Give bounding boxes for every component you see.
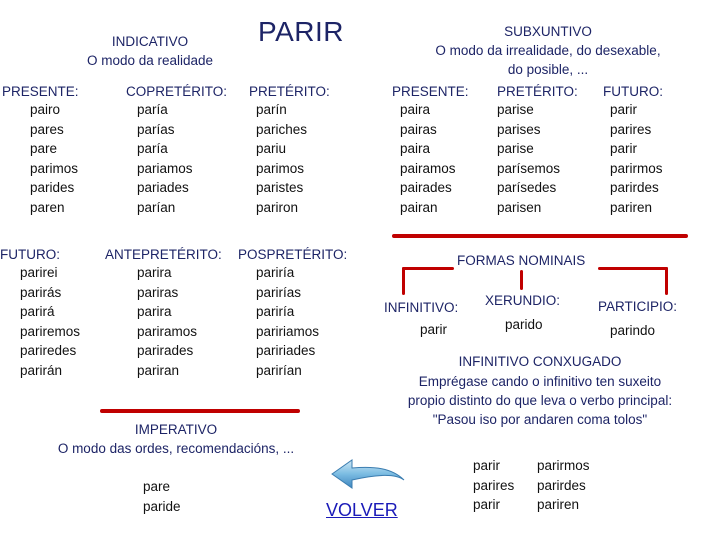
form: parín bbox=[256, 102, 287, 117]
presente-indicativo-forms bbox=[30, 100, 78, 217]
form: pariredes bbox=[20, 343, 77, 358]
infinitivo-form: parir bbox=[420, 322, 448, 337]
form: pariría bbox=[256, 265, 295, 280]
form: paride bbox=[143, 498, 181, 514]
form: pariren bbox=[537, 497, 580, 512]
pospreterito-header: POSPRETÉRITO: bbox=[238, 247, 348, 262]
copreterito-header: COPRETÉRITO: bbox=[126, 84, 228, 99]
antepreterito-forms bbox=[137, 263, 197, 380]
form: parirás bbox=[20, 284, 62, 300]
infinitivo-conxugado-label: INFINITIVO CONXUGADO bbox=[458, 354, 622, 369]
infinitivo-conxugado-text-2: propio distinto do que leva o verbo principal: bbox=[407, 393, 673, 408]
futuro-indicativo-forms bbox=[20, 263, 80, 380]
form: pairo bbox=[30, 102, 61, 117]
form: parísedes bbox=[497, 180, 557, 195]
form: pares bbox=[30, 121, 64, 137]
back-arrow-icon bbox=[326, 452, 412, 500]
form: pairas bbox=[400, 121, 437, 137]
divider-imperativo bbox=[100, 409, 300, 413]
indicativo-label: INDICATIVO bbox=[111, 34, 189, 49]
form: pariron bbox=[256, 199, 299, 215]
infinitivo-conxugado-example: "Pasou iso por andaren coma tolos" bbox=[432, 412, 648, 427]
back-button-label: VOLVER bbox=[326, 500, 398, 520]
divider-nominais-right bbox=[598, 267, 668, 270]
form: parísemos bbox=[497, 160, 561, 176]
form: paira bbox=[400, 102, 431, 117]
form: pairades bbox=[400, 180, 452, 195]
form: parides bbox=[30, 180, 75, 195]
form: pariría bbox=[256, 304, 295, 319]
infinitivo-conxugado-text-1: Emprégase cando o infinitivo ten suxeito bbox=[418, 374, 662, 389]
futuro-subxuntivo-header: FUTURO: bbox=[603, 84, 663, 99]
form: parise bbox=[497, 102, 534, 117]
form: paririades bbox=[256, 343, 316, 358]
preterito-indicativo-header: PRETÉRITO: bbox=[249, 84, 330, 99]
page-title: PARIR bbox=[258, 16, 344, 47]
back-button[interactable] bbox=[326, 452, 412, 524]
form: parir bbox=[610, 141, 638, 156]
form: parira bbox=[137, 304, 172, 319]
xerundio-header: XERUNDIO: bbox=[485, 293, 561, 308]
divider-nominais-right-drop bbox=[665, 267, 668, 295]
infinitivo-conxugado-col-2 bbox=[537, 456, 590, 515]
imperativo-forms bbox=[143, 477, 181, 516]
form: parisen bbox=[497, 199, 542, 215]
form: pariu bbox=[256, 141, 287, 156]
copreterito-forms bbox=[137, 100, 193, 217]
divider-subxuntivo bbox=[392, 234, 688, 238]
divider-nominais-left bbox=[402, 267, 454, 270]
form: pairan bbox=[400, 199, 438, 215]
form: pariren bbox=[610, 199, 653, 215]
form: pariades bbox=[137, 180, 189, 195]
formas-nominais-label: FORMAS NOMINAIS bbox=[457, 253, 586, 268]
xerundio-form: parido bbox=[505, 317, 543, 332]
form: parirmos bbox=[537, 458, 590, 473]
form: paririamos bbox=[256, 323, 320, 339]
form: parían bbox=[137, 199, 176, 215]
form: paristes bbox=[256, 180, 304, 195]
imperativo-subtitle: O modo das ordes, recomendacións, ... bbox=[57, 441, 295, 456]
form: pariremos bbox=[20, 323, 81, 339]
form: parimos bbox=[256, 160, 305, 176]
subxuntivo-label: SUBXUNTIVO bbox=[504, 24, 592, 39]
presente-indicativo-header: PRESENTE: bbox=[2, 84, 79, 99]
form: parires bbox=[610, 121, 652, 137]
form: paría bbox=[137, 102, 168, 117]
divider-nominais-left-drop bbox=[402, 267, 405, 295]
form: paría bbox=[137, 141, 168, 156]
form: paira bbox=[400, 141, 431, 156]
form: parise bbox=[497, 141, 534, 156]
form: parirías bbox=[256, 284, 302, 300]
pospreterito-forms bbox=[256, 263, 319, 380]
presente-subxuntivo-header: PRESENTE: bbox=[392, 84, 469, 99]
form: parirmos bbox=[610, 160, 663, 176]
preterito-subxuntivo-forms bbox=[497, 100, 560, 217]
form: parirán bbox=[20, 362, 63, 378]
infinitivo-header: INFINITIVO: bbox=[384, 300, 459, 315]
form: parirían bbox=[256, 362, 302, 378]
form: pariran bbox=[137, 362, 180, 378]
subxuntivo-subtitle-2: do posible, ... bbox=[507, 62, 589, 77]
preterito-indicativo-forms bbox=[256, 100, 307, 217]
form: parira bbox=[137, 265, 172, 280]
form: pairamos bbox=[400, 160, 456, 176]
futuro-indicativo-header: FUTURO: bbox=[0, 247, 60, 262]
participio-header: PARTICIPIO: bbox=[598, 299, 678, 314]
form: paren bbox=[30, 199, 65, 215]
infinitivo-conxugado-col-1 bbox=[473, 456, 514, 515]
indicativo-subtitle: O modo da realidade bbox=[86, 53, 214, 68]
form: pariamos bbox=[137, 160, 193, 176]
divider-nominais-mid-drop bbox=[520, 270, 523, 290]
form: parirades bbox=[137, 343, 194, 358]
form: pariras bbox=[137, 284, 179, 300]
form: parirá bbox=[20, 304, 55, 319]
presente-subxuntivo-forms bbox=[400, 100, 456, 217]
preterito-subxuntivo-header: PRETÉRITO: bbox=[497, 84, 578, 99]
form: pare bbox=[30, 141, 58, 156]
form: pariramos bbox=[137, 323, 198, 339]
form: parires bbox=[473, 477, 515, 493]
form: parimos bbox=[30, 160, 79, 176]
form: parir bbox=[610, 102, 638, 117]
form: parirei bbox=[20, 265, 58, 280]
antepreterito-header: ANTEPRETÉRITO: bbox=[105, 247, 222, 262]
form: parir bbox=[473, 458, 501, 473]
imperativo-label: IMPERATIVO bbox=[134, 422, 218, 437]
form: parirdes bbox=[537, 477, 586, 493]
futuro-subxuntivo-forms bbox=[610, 100, 663, 217]
form: pare bbox=[143, 479, 171, 494]
participio-form: parindo bbox=[610, 323, 656, 338]
form: parías bbox=[137, 121, 175, 137]
form: parirdes bbox=[610, 180, 659, 195]
form: parises bbox=[497, 121, 541, 137]
form: parir bbox=[473, 497, 501, 512]
subxuntivo-subtitle-1: O modo da irrealidade, do desexable, bbox=[435, 43, 661, 58]
form: pariches bbox=[256, 121, 308, 137]
